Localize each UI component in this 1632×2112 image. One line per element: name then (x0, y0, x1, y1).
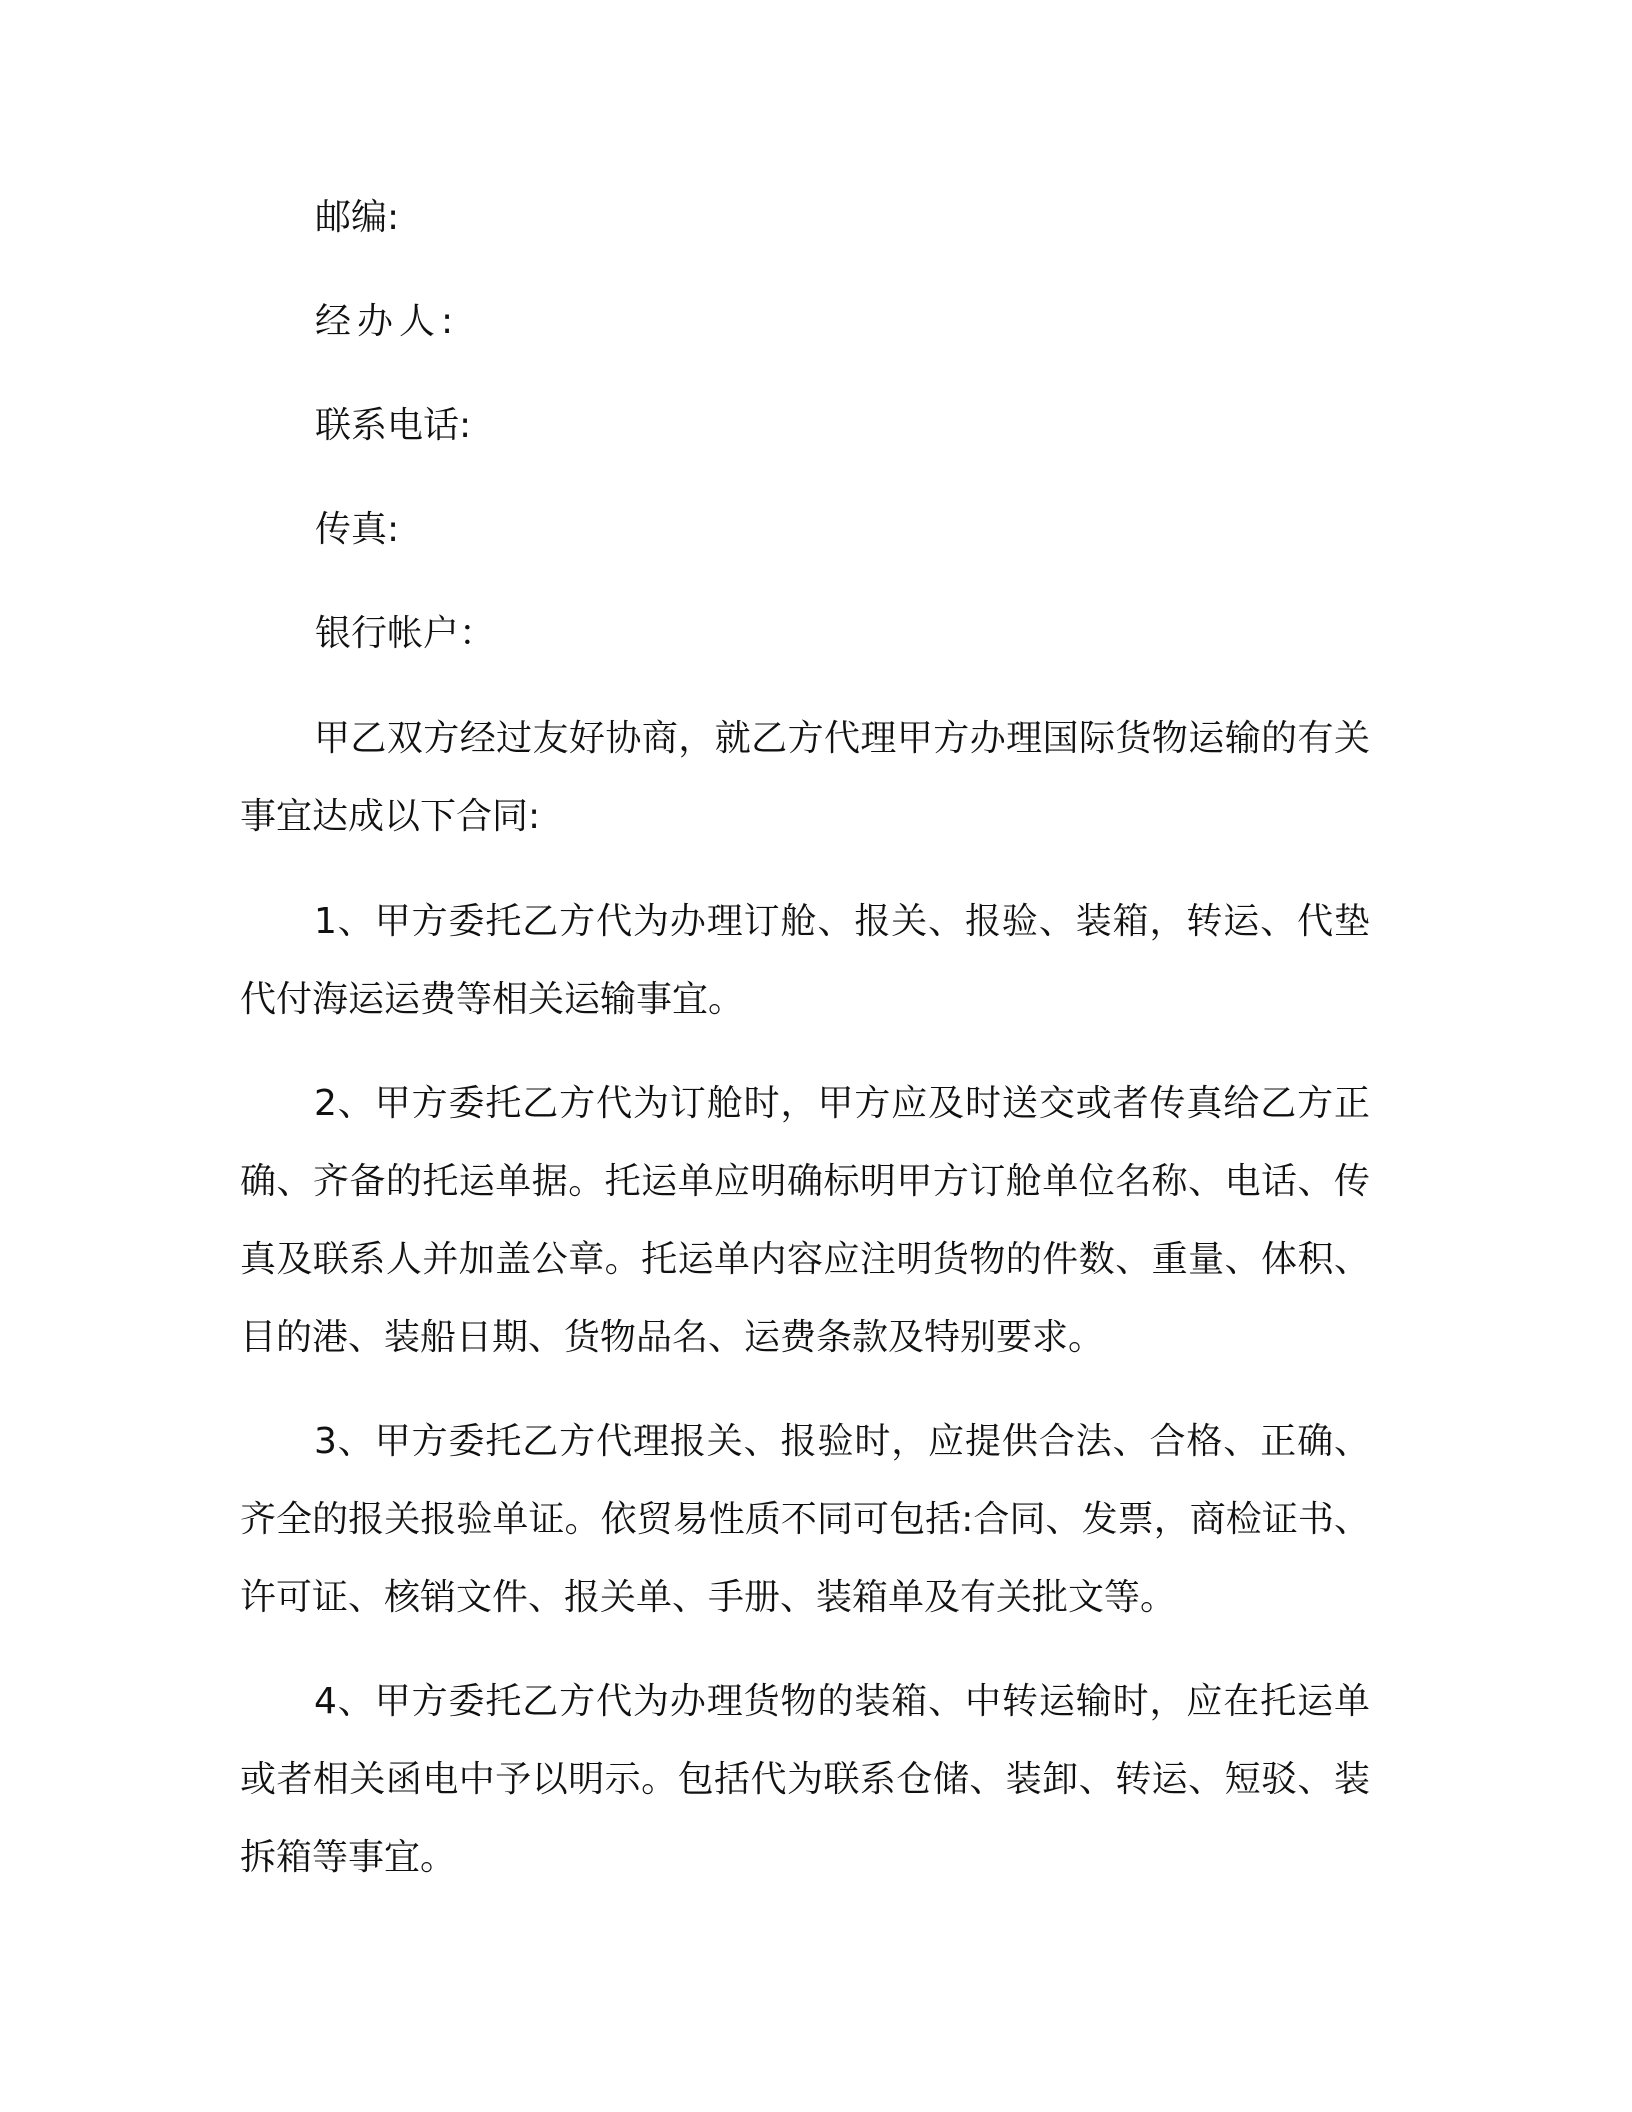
clause-2-paragraph: 2、甲方委托乙方代为订舱时，甲方应及时送交或者传真给乙方正确、齐备的托运单据。托运单应明确标明甲方订舱单位名称、电话、传真及联系人并加盖公章。托运单内容应注明货物的件数、重量、体积、目的港、装船日期、货物品名、运费条款及特别要求。 (240, 1083, 1370, 1358)
clause-3-paragraph: 3、甲方委托乙方代理报关、报验时，应提供合法、合格、正确、齐全的报关报验单证。依贸易性质不同可包括:合同、发票，商检证书、许可证、核销文件、报关单、手册、装箱单及有关批文等。 (240, 1421, 1370, 1618)
bank-account-label: 银行帐户： (315, 613, 496, 654)
clause-1-paragraph: 1、甲方委托乙方代为办理订舱、报关、报验、装箱，转运、代垫代付海运运费等相关运输事宜。 (240, 901, 1370, 1020)
fax-label: 传真: (315, 509, 400, 550)
handler-label: 经办人: (315, 301, 460, 342)
phone-label: 联系电话: (315, 405, 472, 446)
intro-paragraph: 甲乙双方经过友好协商，就乙方代理甲方办理国际货物运输的有关事宜达成以下合同: (240, 718, 1370, 837)
clause-4-paragraph: 4、甲方委托乙方代为办理货物的装箱、中转运输时，应在托运单或者相关函电中予以明示。包括代为联系仓储、装卸、转运、短驳、装拆箱等事宜。 (240, 1681, 1370, 1878)
postcode-label: 邮编: (315, 197, 400, 238)
